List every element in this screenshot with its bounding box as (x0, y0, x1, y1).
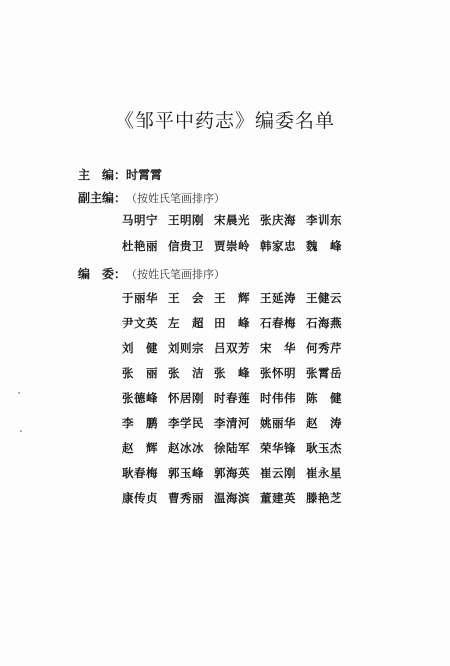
board-member-name: 张 峰 (214, 366, 250, 380)
deputy-row-2 (122, 238, 352, 254)
document-title: 《邹平中药志》编委名单 (114, 110, 335, 132)
deputy-editors-line (78, 189, 225, 206)
deputy-name: 王明刚 (168, 213, 204, 227)
board-member-name: 于丽华 (122, 291, 158, 305)
board-member-name: 王延涛 (260, 291, 296, 305)
editorial-board-note: （按姓氏笔画排序） (126, 268, 226, 281)
deputy-name: 信贵卫 (168, 239, 204, 253)
board-member-name: 李 鹏 (122, 416, 158, 430)
deputy-editors-note: （按姓氏笔画排序） (126, 192, 226, 205)
board-member-name: 荣华锋 (260, 441, 296, 455)
board-member-name: 王 辉 (214, 291, 250, 305)
chief-editor-label: 主 编： (78, 168, 127, 182)
deputy-name: 李训东 (306, 213, 342, 227)
board-member-name: 徐陆军 (214, 441, 250, 455)
board-member-name: 吕双芳 (214, 341, 250, 355)
board-member-name: 温海滨 (214, 491, 250, 505)
board-row-4 (122, 365, 352, 381)
board-row-2 (122, 315, 352, 331)
board-member-name: 张霄岳 (306, 366, 342, 380)
board-member-name: 时春莲 (214, 391, 250, 405)
board-row-8 (122, 465, 352, 481)
board-member-name: 崔云刚 (260, 466, 296, 480)
deputy-name: 张庆海 (260, 213, 296, 227)
board-member-name: 李清河 (214, 416, 250, 430)
board-member-name: 郭海英 (214, 466, 250, 480)
board-member-name: 姚丽华 (260, 416, 296, 430)
board-member-name: 王健云 (306, 291, 342, 305)
board-member-name: 张德峰 (122, 391, 158, 405)
board-member-name: 耿春梅 (122, 466, 158, 480)
scan-speck (18, 392, 20, 394)
board-member-name: 王 会 (168, 291, 204, 305)
board-member-name: 董建英 (260, 491, 296, 505)
board-member-name: 李学民 (168, 416, 204, 430)
editorial-board-line (78, 265, 225, 282)
editorial-board-label: 编 委： (78, 267, 127, 281)
deputy-name: 马明宁 (122, 213, 158, 227)
board-member-name: 宋 华 (260, 341, 296, 355)
board-member-name: 康传贞 (122, 491, 158, 505)
chief-editor-name: 时霄霄 (126, 168, 163, 182)
board-member-name: 时伟伟 (260, 391, 296, 405)
board-row-7 (122, 440, 352, 456)
board-row-3 (122, 340, 352, 356)
board-member-name: 郭玉峰 (168, 466, 204, 480)
board-member-name: 崔永星 (306, 466, 342, 480)
board-member-name: 石春梅 (260, 316, 296, 330)
board-member-name: 田 峰 (214, 316, 250, 330)
board-member-name: 左 超 (168, 316, 204, 330)
board-member-name: 石海燕 (306, 316, 342, 330)
chief-editor-line (78, 166, 162, 183)
scan-speck (20, 430, 22, 432)
board-member-name: 刘 健 (122, 341, 158, 355)
board-member-name: 尹文英 (122, 316, 158, 330)
board-row-5 (122, 390, 352, 406)
board-member-name: 张怀明 (260, 366, 296, 380)
board-member-name: 滕艳芝 (306, 491, 342, 505)
board-member-name: 怀居刚 (168, 391, 204, 405)
deputy-row-1 (122, 212, 352, 228)
deputy-name: 宋晨光 (214, 213, 250, 227)
deputy-name: 贾崇岭 (214, 239, 250, 253)
deputy-name: 魏 峰 (306, 239, 342, 253)
board-member-name: 赵冰冰 (168, 441, 204, 455)
board-row-1 (122, 290, 352, 306)
board-row-9 (122, 490, 352, 506)
board-member-name: 耿玉杰 (306, 441, 342, 455)
board-member-name: 赵 涛 (306, 416, 342, 430)
board-member-name: 何秀芹 (306, 341, 342, 355)
board-member-name: 张 丽 (122, 366, 158, 380)
board-row-6 (122, 415, 352, 431)
board-member-name: 刘则宗 (168, 341, 204, 355)
board-member-name: 赵 辉 (122, 441, 158, 455)
deputy-editors-label: 副主编： (78, 191, 127, 205)
board-member-name: 陈 健 (306, 391, 342, 405)
board-member-name: 曹秀丽 (168, 491, 204, 505)
board-member-name: 张 洁 (168, 366, 204, 380)
deputy-name: 杜艳丽 (122, 239, 158, 253)
deputy-name: 韩家忠 (260, 239, 296, 253)
